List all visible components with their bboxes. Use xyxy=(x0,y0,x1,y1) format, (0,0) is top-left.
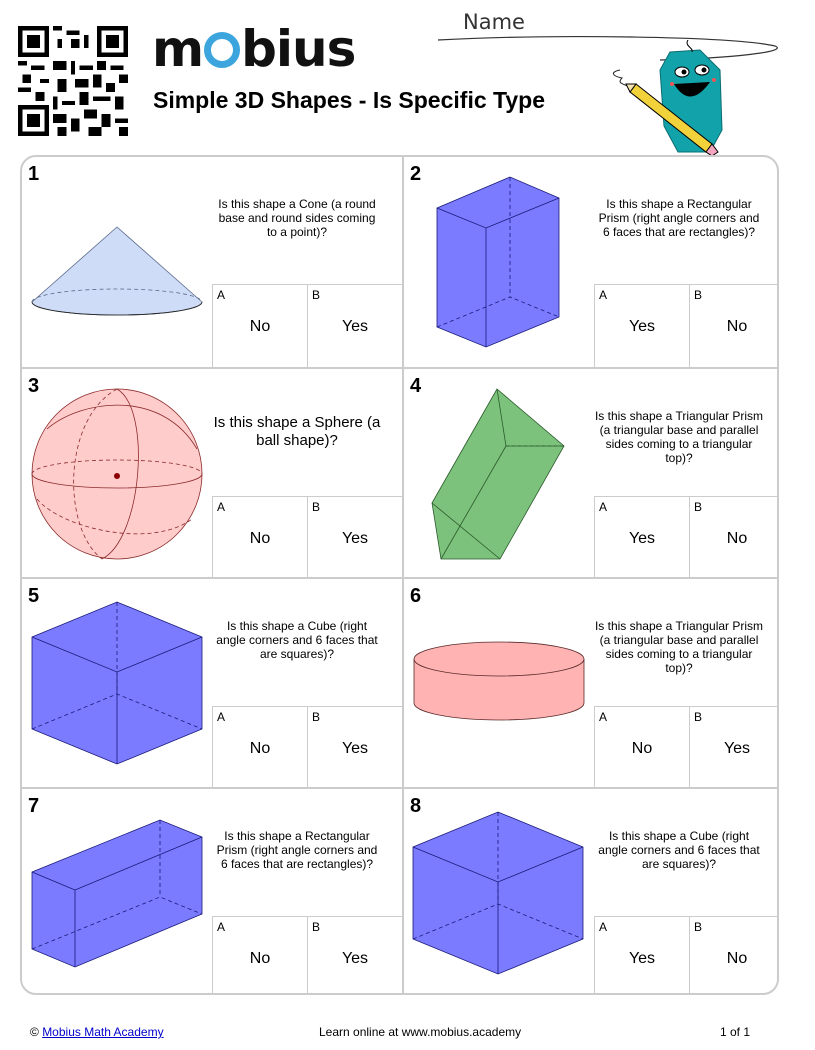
question-card-2 xyxy=(402,157,779,367)
option-letter: A xyxy=(599,288,608,302)
option-letter: B xyxy=(694,500,703,514)
option-value: Yes xyxy=(628,318,656,335)
answer-option-b[interactable] xyxy=(689,496,779,579)
question-number: 5 xyxy=(28,585,40,607)
cone-shape-icon xyxy=(22,157,212,367)
answer-option-b[interactable] xyxy=(307,284,402,367)
option-value: No xyxy=(726,950,748,967)
logo-o-ring-icon xyxy=(204,32,240,68)
answer-option-a[interactable] xyxy=(212,496,307,579)
rectangular-prism-icon xyxy=(22,789,212,995)
answer-option-a[interactable] xyxy=(594,284,689,367)
question-number: 4 xyxy=(410,375,422,397)
question-number: 3 xyxy=(28,375,40,397)
page-title: Simple 3D Shapes - Is Specific Type xyxy=(153,87,545,113)
mascot-with-pencil-icon xyxy=(600,40,740,155)
option-letter: B xyxy=(694,288,703,302)
option-letter: A xyxy=(599,500,608,514)
option-value: No xyxy=(249,740,271,757)
option-value: Yes xyxy=(341,318,369,335)
question-text: Is this shape a Cube (right angle corners and 6 faces that are squares)? xyxy=(216,619,378,661)
question-text: Is this shape a Triangular Prism (a triangular base and parallel sides coming to a triangular top)? xyxy=(594,409,764,465)
cube-shape-icon xyxy=(404,789,594,995)
option-value: No xyxy=(726,530,748,547)
question-card-3 xyxy=(22,367,402,577)
option-value: Yes xyxy=(341,740,369,757)
question-text: Is this shape a Cube (right angle corners and 6 faces that are squares)? xyxy=(598,829,760,871)
question-card-5 xyxy=(22,577,402,787)
answer-option-b[interactable] xyxy=(307,916,402,995)
question-text: Is this shape a Triangular Prism (a triangular base and parallel sides coming to a triangular top)? xyxy=(594,619,764,675)
answer-option-b[interactable] xyxy=(689,284,779,367)
option-letter: B xyxy=(312,500,321,514)
footer-copyright xyxy=(30,1025,164,1039)
answer-option-a[interactable] xyxy=(594,496,689,579)
option-letter: B xyxy=(694,710,703,724)
option-letter: A xyxy=(217,710,226,724)
footer-learn-online: Learn online at www.mobius.academy xyxy=(319,1025,522,1039)
answer-option-a[interactable] xyxy=(594,706,689,789)
cylinder-shape-icon xyxy=(404,579,594,789)
answer-option-b[interactable] xyxy=(689,706,779,789)
question-number: 2 xyxy=(410,163,422,185)
question-card-6 xyxy=(402,577,779,787)
answer-option-a[interactable] xyxy=(212,284,307,367)
sphere-shape-icon xyxy=(22,369,212,579)
answer-option-b[interactable] xyxy=(307,496,402,579)
option-letter: B xyxy=(694,920,703,934)
question-grid xyxy=(20,155,779,995)
question-card-1 xyxy=(22,157,402,367)
option-value: No xyxy=(249,530,271,547)
option-value: Yes xyxy=(628,950,656,967)
rectangular-prism-icon xyxy=(404,157,594,367)
question-text: Is this shape a Rectangular Prism (right angle corners and 6 faces that are rectangles)? xyxy=(216,829,378,871)
option-letter: A xyxy=(217,288,226,302)
option-letter: A xyxy=(217,920,226,934)
question-card-7 xyxy=(22,787,402,995)
option-letter: A xyxy=(599,710,608,724)
question-text: Is this shape a Cone (a round base and round sides coming to a point)? xyxy=(218,197,376,239)
answer-option-a[interactable] xyxy=(594,916,689,995)
option-letter: A xyxy=(217,500,226,514)
mobius-academy-link[interactable]: Mobius Math Academy xyxy=(42,1025,164,1039)
option-value: No xyxy=(726,318,748,335)
question-number: 6 xyxy=(410,585,422,607)
question-card-4 xyxy=(402,367,779,577)
answer-option-b[interactable] xyxy=(689,916,779,995)
question-text: Is this shape a Rectangular Prism (right angle corners and 6 faces that are rectangles)? xyxy=(598,197,760,239)
answer-option-b[interactable] xyxy=(307,706,402,789)
question-number: 1 xyxy=(28,163,40,185)
option-letter: B xyxy=(312,920,321,934)
question-card-8 xyxy=(402,787,779,995)
question-number: 7 xyxy=(28,795,40,817)
option-value: Yes xyxy=(341,950,369,967)
option-letter: B xyxy=(312,710,321,724)
option-value: No xyxy=(249,318,271,335)
name-label: Name xyxy=(463,10,525,34)
option-value: Yes xyxy=(628,530,656,547)
option-letter: B xyxy=(312,288,321,302)
page-indicator: 1 of 1 xyxy=(720,1025,751,1039)
option-value: Yes xyxy=(723,740,751,757)
option-value: No xyxy=(631,740,653,757)
answer-option-a[interactable] xyxy=(212,706,307,789)
mobius-logo: m bius xyxy=(152,20,356,78)
question-number: 8 xyxy=(410,795,422,817)
qr-code-icon xyxy=(18,26,128,136)
cube-shape-icon xyxy=(22,579,212,789)
answer-option-a[interactable] xyxy=(212,916,307,995)
option-letter: A xyxy=(599,920,608,934)
option-value: No xyxy=(249,950,271,967)
copyright-symbol: © xyxy=(30,1025,39,1039)
triangular-prism-icon xyxy=(404,369,594,579)
question-text: Is this shape a Sphere (a ball shape)? xyxy=(213,414,381,449)
option-value: Yes xyxy=(341,530,369,547)
